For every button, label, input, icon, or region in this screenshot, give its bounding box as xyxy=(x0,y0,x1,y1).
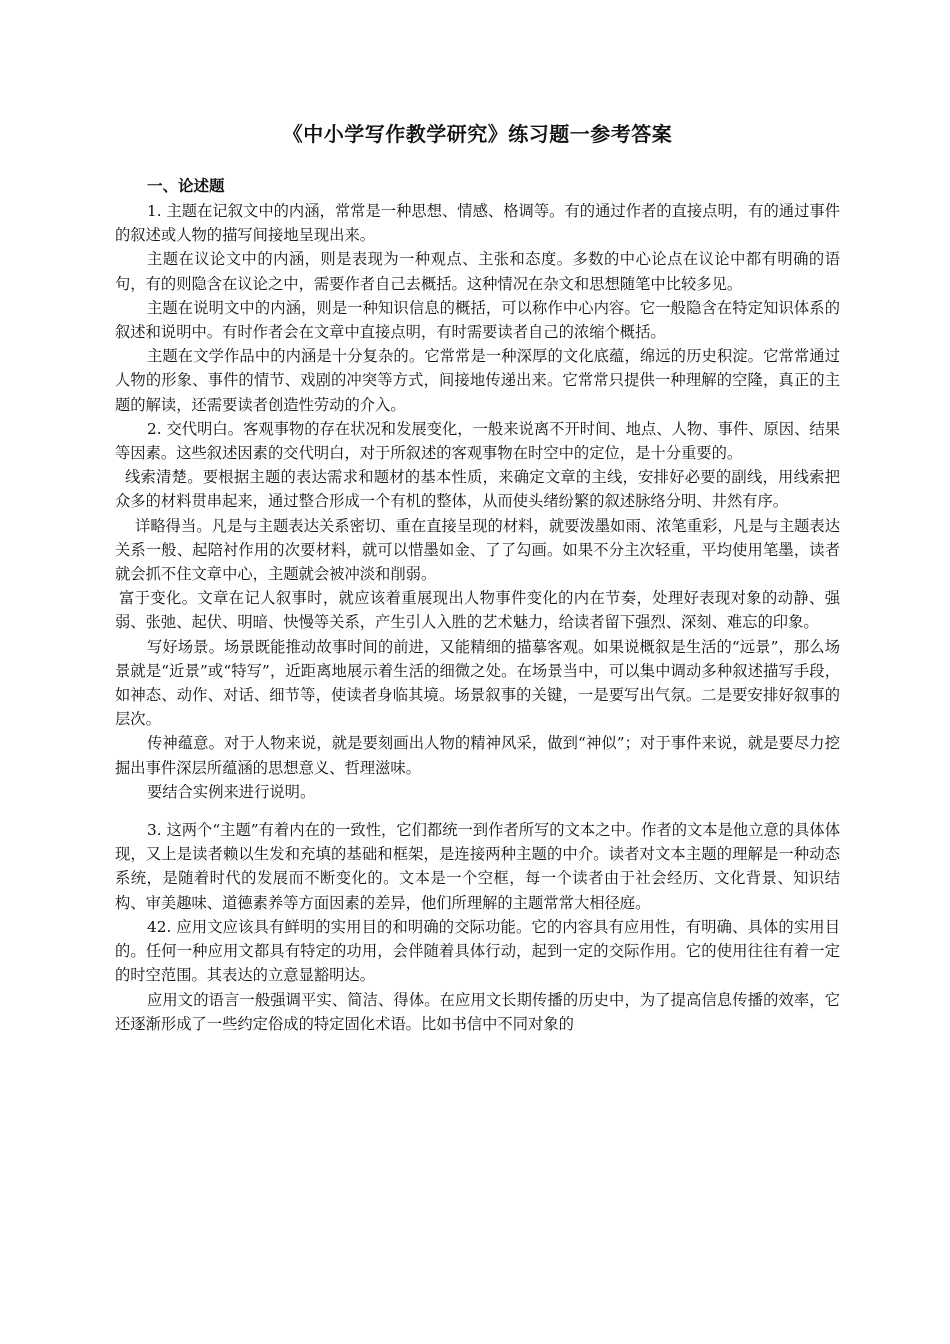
paragraph-12: 3. 这两个“主题”有着内在的一致性，它们都统一到作者所写的文本之中。作者的文本是他立意的具体体现，又上是读者赖以生发和充填的基础和框架，是连接两种主题的中介。读者对文本主题的理解是一种动态系统，是随着时代的发展而不断变化的。文本是一个空框，每一个读者由于社会经历、文化背景、知识结构、审美趣味、道德素养等方面因素的差异，他们所理解的主题常常大相径庭。 xyxy=(115,821,840,912)
paragraph-7: 详略得当。凡是与主题表达关系密切、重在直接呈现的材料，就要泼墨如雨、浓笔重彩，凡是与主题表达关系一般、起陪衬作用的次要材料，就可以惜墨如金、了了勾画。如果不分主次轻重，平均使用笔墨，读者就会抓不住文章中心，主题就会被冲淡和削弱。 xyxy=(115,516,840,584)
paragraph-14: 应用文的语言一般强调平实、简洁、得体。在应用文长期传播的历史中，为了提高信息传播的效率，它还逐渐形成了一些约定俗成的特定固化术语。比如书信中不同对象的 xyxy=(115,990,840,1033)
section-heading: 一、论述题 xyxy=(147,176,225,195)
paragraph-4: 主题在文学作品中的内涵是十分复杂的。它常常是一种深厚的文化底蕴，绵远的历史积淀。它常常通过人物的形象、事件的情节、戏剧的冲突等方式，间接地传递出来。它常常只提供一种理解的空隆，真正的主题的解读，还需要读者创造性劳动的介入。 xyxy=(115,347,840,414)
document-title: 《中小学写作教学研究》练习题一参考答案 xyxy=(282,122,673,146)
paragraph-2: 主题在议论文中的内涵，则是表现为一种观点、主张和态度。多数的中心论点在议论中都有明确的语句，有的则隐含在议论之中，需要作者自己去概括。这种情况在杂文和思想随笔中比较多见。 xyxy=(115,250,840,293)
paragraph-6: 线索清楚。要根据主题的表达需求和题材的基本性质，来确定文章的主线，安排好必要的副线，用线索把众多的材料贯串起来，通过整合形成一个有机的整体，从而使头绪纷繁的叙述脉络分明、井然有序。 xyxy=(115,468,840,511)
paragraph-1: 1. 主题在记叙文中的内涵，常常是一种思想、情感、格调等。有的通过作者的直接点明，有的通过事件的叙述或人物的描写间接地呈现出来。 xyxy=(115,202,840,245)
document-page xyxy=(115,118,840,1036)
paragraph-11: 要结合实例来进行说明。 xyxy=(147,782,316,801)
paragraph-8: 富于变化。文章在记人叙事时，就应该着重展现出人物事件变化的内在节奏，处理好表现对象的动静、强弱、张弛、起伏、明暗、快慢等关系，产生引人入胜的艺术魅力，给读者留下强烈、深刻、难忘的印象。 xyxy=(115,589,840,632)
paragraph-3: 主题在说明文中的内涵，则是一种知识信息的概括，可以称作中心内容。它一般隐含在特定知识体系的叙述和说明中。有时作者会在文章中直接点明，有时需要读者自己的浓缩个概括。 xyxy=(115,298,840,342)
paragraph-13: 42. 应用文应该具有鲜明的实用目的和明确的交际功能。它的内容具有应用性，有明确、具体的实用目的。任何一种应用文都具有特定的功用，会伴随着具体行动，起到一定的交际作用。它的使用往往有着一定的时空范围。其表达的立意显豁明达。 xyxy=(115,917,840,985)
paragraph-5: 2. 交代明白。客观事物的存在状况和发展变化，一般来说离不开时间、地点、人物、事件、原因、结果等因素。这些叙述因素的交代明白，对于所叙述的客观事物在时空中的定位，是十分重要的。 xyxy=(115,419,840,463)
paragraph-10: 传神蕴意。对于人物来说，就是要刻画出人物的精神风采，做到“神似”；对于事件来说，就是要尽力挖掘出事件深层所蕴涵的思想意义、哲理滋味。 xyxy=(115,734,840,777)
paragraph-9: 写好场景。场景既能推动故事时间的前进，又能精细的描摹客观。如果说概叙是生活的“远景”，那么场景就是“近景”或“特写”，近距离地展示着生活的细微之处。在场景当中，可以集中调动多种叙述描写手段，如神态、动作、对话、细节等，使读者身临其境。场景叙事的关键，一是要写出气氛。二是要安排好叙事的层次。 xyxy=(115,637,840,729)
